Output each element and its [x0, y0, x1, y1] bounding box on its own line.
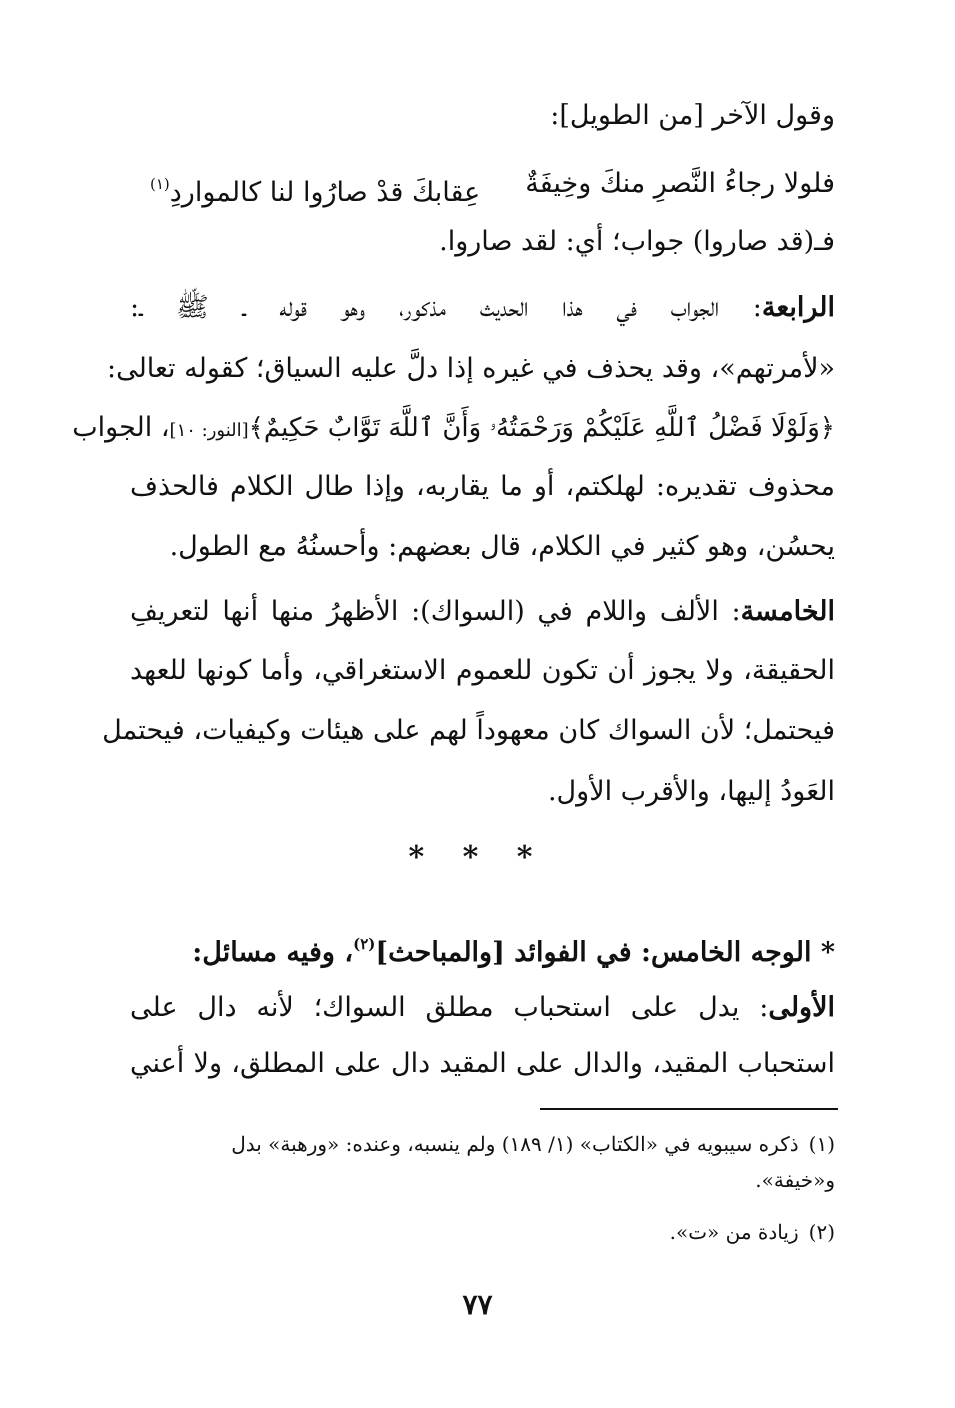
- text-line: الحقيقة، ولا يجوز أن تكون للعموم الاستغراقي، وأما كونها للعهد: [130, 655, 835, 686]
- footnote-1-continuation: و«خيفة».: [755, 1168, 835, 1192]
- footnote-separator: [540, 1108, 838, 1110]
- footnote-text: زيادة من «ت».: [669, 1220, 799, 1244]
- footnote-number: (٢): [808, 1220, 835, 1244]
- verse-second-hemistich: [150, 164, 480, 213]
- footnote-number: (١): [808, 1132, 835, 1156]
- heading-first: الأولى: [768, 992, 835, 1023]
- text-line: يحسُن، وهو كثير في الكلام، قال بعضهم: وأحسنُهُ مع الطول.: [169, 531, 835, 562]
- text-line: استحباب المقيد، والدال على المقيد دال على المطلق، ولا أعني: [130, 1048, 835, 1079]
- text-run: : الألف واللام في (السواك): الأظهرُ منها أنها لتعريفِ: [130, 596, 741, 627]
- poetry-verse: [150, 164, 835, 213]
- section-heading: [192, 924, 835, 973]
- section-heading-title: * الوجه الخامس: في الفوائد [والمباحث]: [375, 937, 835, 968]
- heading-fifth: الخامسة: [740, 596, 835, 627]
- footnote-2: [670, 1216, 835, 1248]
- section-separator: * * *: [408, 840, 547, 875]
- text-line: فـ(قد صاروا) جواب؛ أي: لقد صاروا.: [439, 226, 835, 257]
- heading-fourth: الرابعة: [761, 292, 835, 323]
- paragraph-fifth-start: [130, 592, 835, 632]
- verse-second-hemistich-text: عِقابكَ قدْ صارُوا لنا كالمواردِ: [169, 177, 481, 208]
- text-line: «لأمرتهم»، وقد يحذف في غيره إذا دلَّ عليه السياق؛ كقوله تعالى:: [106, 353, 835, 384]
- text-run: ، الجواب: [72, 412, 170, 443]
- text-line: وقول الآخر [من الطويل]:: [550, 100, 835, 131]
- paragraph-fourth-start: [130, 288, 835, 328]
- footnote-ref-2[interactable]: (٢): [353, 935, 376, 953]
- verse-first-hemistich: فلولا رجاءُ النَّصرِ منكَ وخِيفَةٌ: [525, 168, 835, 199]
- footnote-ref-1[interactable]: (١): [150, 175, 170, 193]
- page-number: ٧٧: [462, 1288, 493, 1321]
- section-heading-rest: ، وفيه مسائل:: [192, 937, 354, 968]
- text-line: محذوف تقديره: لهلكتم، أو ما يقاربه، وإذا طال الكلام فالحذف: [130, 471, 835, 502]
- text-run: : الجواب في هذا الحديث مذكور، وهو قوله ـ ﷺ ـ:: [130, 292, 762, 323]
- quran-line: [72, 408, 835, 451]
- paragraph-first-start: [130, 988, 835, 1028]
- text-line: العَودُ إليها، والأقرب الأول.: [547, 776, 835, 807]
- footnote-text: ذكره سيبويه في «الكتاب» (١/ ١٨٩) ولم ينسبه، وعنده: «ورهبة» بدل: [231, 1132, 799, 1156]
- quran-verse: ﴿وَلَوْلَا فَضْلُ ٱللَّهِ عَلَيْكُمْ وَرَحْمَتُهُۥ وَأَنَّ ٱللَّهَ تَوَّابٌ حَكِيمٌ﴾: [248, 413, 835, 443]
- text-run: : يدل على استحباب مطلق السواك؛ لأنه دال على: [130, 992, 769, 1023]
- verse-reference: [النور: ١٠]: [169, 420, 249, 441]
- footnote-1: [130, 1128, 835, 1160]
- text-line: فيحتمل؛ لأن السواك كان معهوداً لهم على هيئات وكيفيات، فيحتمل: [102, 715, 835, 746]
